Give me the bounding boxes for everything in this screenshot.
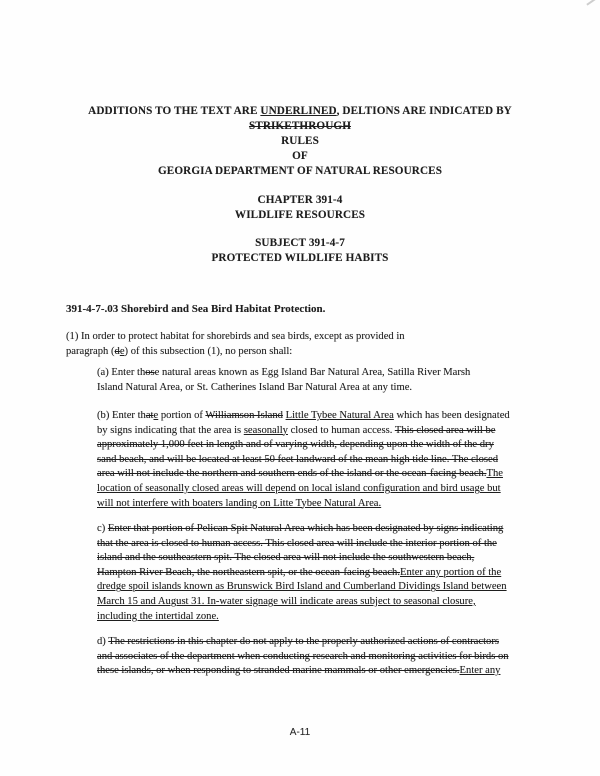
added-text: The <box>486 468 503 480</box>
added-text: e <box>119 345 125 357</box>
text-run: , DELTIONS ARE INDICATED BY <box>336 105 512 117</box>
text-run: WILDLIFE RESOURCES <box>234 209 366 221</box>
text-line <box>97 424 510 439</box>
added-text: dredge spoil islands known as Brunswick Bird Island and Cumberland Dividings Island between <box>97 581 507 593</box>
text-line <box>97 580 507 595</box>
text-run: (a) Enter th <box>97 367 146 378</box>
text-line <box>97 467 510 482</box>
text-line <box>97 635 509 650</box>
added-text: e <box>153 410 159 421</box>
page-number: A-11 <box>289 727 311 738</box>
text-line <box>0 251 600 266</box>
deleted-text: Enter that portion of Pelican Spit Natural Area which has been designated by signs indicating <box>107 523 504 534</box>
deleted-text: os <box>145 367 155 378</box>
added-text: location of seasonally closed areas will depend on local island configuration and bird usage but <box>97 482 501 494</box>
scan-artifact <box>586 0 595 6</box>
text-line <box>97 650 509 665</box>
deleted-text: STRIKETHROUGH <box>248 120 351 132</box>
subject-header <box>0 236 600 266</box>
added-text: Enter any portion of the <box>399 566 502 578</box>
deleted-text: Hampton River Beach, the northeastern spit, or the ocean-facing beach. <box>97 566 400 578</box>
text-line <box>97 664 509 679</box>
text-run: which has been designated <box>393 410 510 421</box>
added-text: March 15 and August 31. In-water signage will indicate areas subject to seasonal closure, <box>97 595 476 607</box>
text-line <box>0 236 600 251</box>
text-line <box>97 366 470 381</box>
deleted-text: these islands, or when responding to stranded marine mammals or other emergencies. <box>97 665 460 677</box>
paragraph-b <box>97 409 510 511</box>
deleted-text: area will not include the northern and southern ends of the island or the ocean-facing beach. <box>97 468 487 480</box>
text-run: OF <box>292 150 308 162</box>
deleted-text: Williamson Island <box>205 410 283 421</box>
document-notice-header <box>0 104 600 179</box>
text-line <box>97 381 470 396</box>
text-line <box>0 164 600 179</box>
deleted-text: sand beach, and will be located at least 50 feet landward of the mean high tide line. The closed <box>97 453 499 465</box>
text-line <box>97 522 507 537</box>
text-line <box>97 482 510 497</box>
deleted-text: approximately 1,000 feet in length and of varying width, depending upon the width of the dry <box>97 439 494 451</box>
text-line <box>97 409 510 424</box>
text-run: (b) Enter th <box>97 410 146 421</box>
chapter-header <box>0 193 600 223</box>
deleted-text: This closed area will be <box>394 424 496 436</box>
text-run: paragraph ( <box>66 345 115 357</box>
text-line <box>0 134 600 149</box>
deleted-text: island and the southeastern spit. The closed area will not include the southwestern beach, <box>97 552 475 564</box>
paragraph-c <box>97 522 507 624</box>
text-run: d) <box>97 636 109 647</box>
text-line <box>0 193 600 208</box>
text-line <box>97 610 507 625</box>
text-line <box>97 453 510 468</box>
text-line <box>0 208 600 223</box>
text-run: e natural areas known as Egg Island Bar Natural Area, Satilla River Marsh <box>154 367 471 378</box>
text-line <box>97 497 510 512</box>
text-run: ) of this subsection (1), no person shall: <box>124 345 293 357</box>
text-line <box>97 566 507 581</box>
text-run: portion of <box>158 410 206 421</box>
added-text: seasonally <box>243 424 288 436</box>
text-run: closed to human access. <box>287 424 395 436</box>
text-line <box>0 104 600 119</box>
added-text: UNDERLINED <box>260 105 337 117</box>
text-line <box>0 119 600 134</box>
text-line <box>97 537 507 552</box>
text-line <box>66 345 405 360</box>
text-run: SUBJECT 391-4-7 <box>255 237 345 249</box>
paragraph-d <box>97 635 509 679</box>
text-run: (1) In order to protect habitat for shorebirds and sea birds, except as provided in <box>66 331 405 342</box>
added-text: including the intertidal zone. <box>97 610 219 622</box>
text-line <box>97 551 507 566</box>
deleted-text: that the area is closed to human access. This closed area will include the interior portion of the <box>97 537 497 549</box>
added-text: will not interfere with boaters landing on Litte Tybee Natural Area. <box>97 497 382 509</box>
text-run: CHAPTER 391-4 <box>257 194 343 206</box>
added-text: Little Tybee Natural Area <box>285 410 394 421</box>
text-line <box>66 330 405 345</box>
text-run: Island Natural Area, or St. Catherines Island Bar Natural Area at any time. <box>97 381 413 393</box>
added-text: Enter any <box>459 665 501 677</box>
text-line <box>0 149 600 164</box>
deleted-text: at <box>145 410 154 421</box>
text-run: ADDITIONS TO THE TEXT ARE <box>88 105 261 117</box>
section-heading: 391-4-7-.03 Shorebird and Sea Bird Habitat Protection. <box>66 303 326 315</box>
text-run: c) <box>97 523 108 534</box>
text-run: PROTECTED WILDLIFE HABITS <box>211 252 389 264</box>
text-line <box>97 595 507 610</box>
text-run: by signs indicating that the area is <box>97 424 244 436</box>
text-run: RULES <box>281 135 319 147</box>
deleted-text: The restrictions in this chapter do not apply to the properly authorized actions of contractors <box>108 636 499 647</box>
text-line <box>97 438 510 453</box>
paragraph-intro <box>66 330 405 359</box>
deleted-text: d <box>114 345 120 357</box>
deleted-text: and associates of the department when conducting research and monitoring activities for birds on <box>97 650 509 662</box>
paragraph-a <box>97 366 470 395</box>
text-run: GEORGIA DEPARTMENT OF NATURAL RESOURCES <box>157 165 443 177</box>
